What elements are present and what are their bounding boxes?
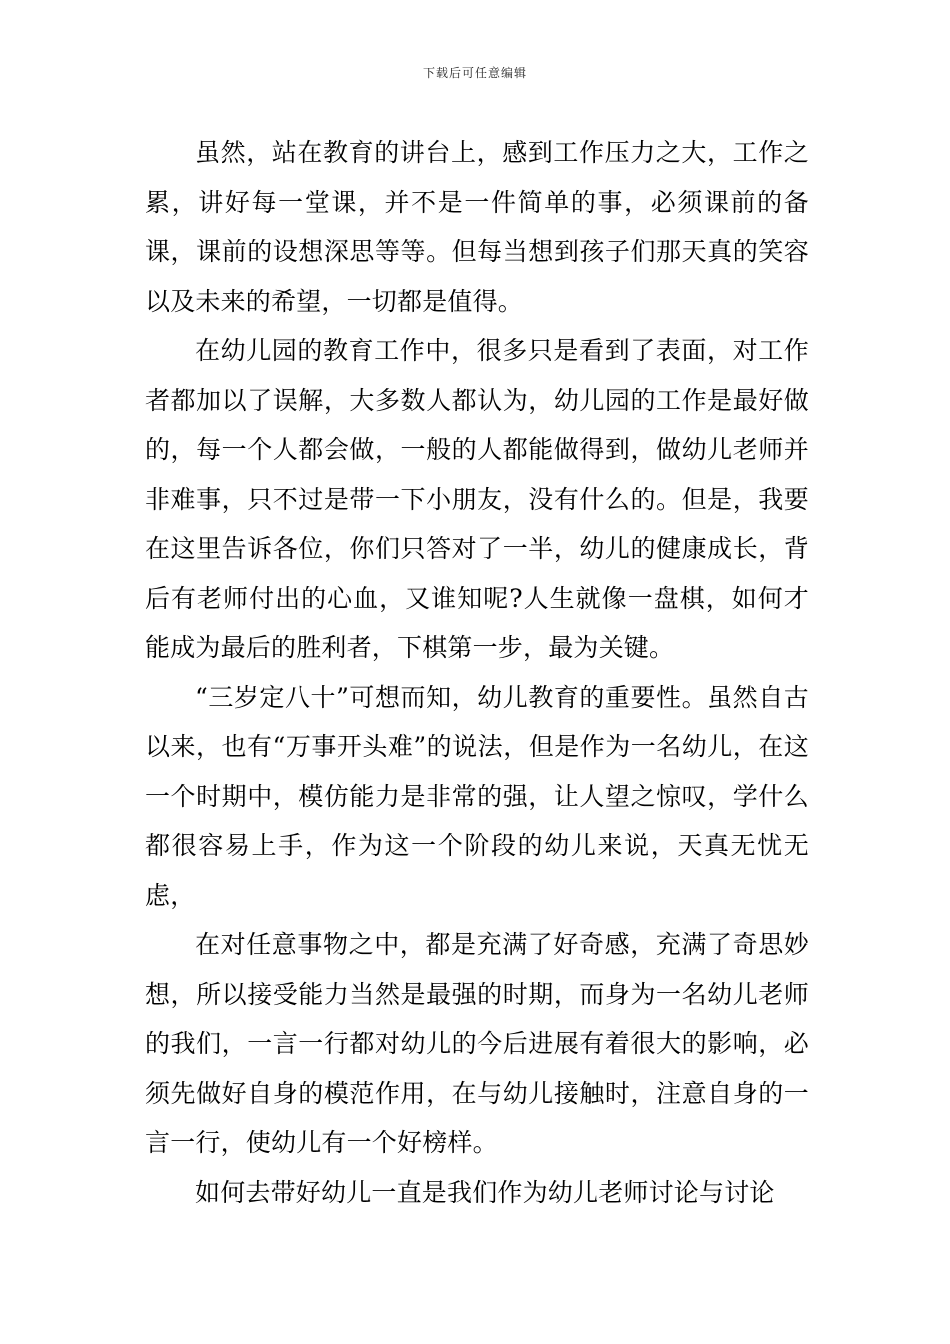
paragraph: 如何去带好幼儿一直是我们作为幼儿老师讨论与讨论 [195, 1177, 775, 1207]
paragraph: 在对任意事物之中，都是充满了好奇感，充满了奇思妙想，所以接受能力当然是最强的时期，而身为一名幼儿老师的我们，一言一行都对幼儿的今后进展有着很大的影响，必须先做好自身的模范作用，在与幼儿接触时，注意自身的一言一行，使幼儿有一个好榜样。 [145, 930, 809, 1157]
document-body [145, 128, 809, 1217]
paragraph: 在幼儿园的教育工作中，很多只是看到了表面，对工作者都加以了误解，大多数人都认为，幼儿园的工作是最好做的，每一个人都会做，一般的人都能做得到，做幼儿老师并非难事，只不过是带一下小朋友，没有什么的。但是，我要在这里告诉各位，你们只答对了一半，幼儿的健康成长，背后有老师付出的心血，又谁知呢?人生就像一盘棋，如何才能成为最后的胜利者，下棋第一步，最为关键。 [145, 336, 809, 662]
page-header: 下载后可任意编辑 [422, 66, 527, 80]
paragraph: “三岁定八十”可想而知，幼儿教育的重要性。虽然自古以来，也有“万事开头难”的说法，但是作为一名幼儿，在这一个时期中，模仿能力是非常的强，让人望之惊叹，学什么都很容易上手，作为这一个阶段的幼儿来说，天真无忧无虑， [145, 682, 809, 910]
paragraph: 虽然，站在教育的讲台上，感到工作压力之大，工作之累，讲好每一堂课，并不是一件简单的事，必须课前的备课，课前的设想深思等等。但每当想到孩子们那天真的笑容以及未来的希望，一切都是值得。 [145, 138, 809, 316]
